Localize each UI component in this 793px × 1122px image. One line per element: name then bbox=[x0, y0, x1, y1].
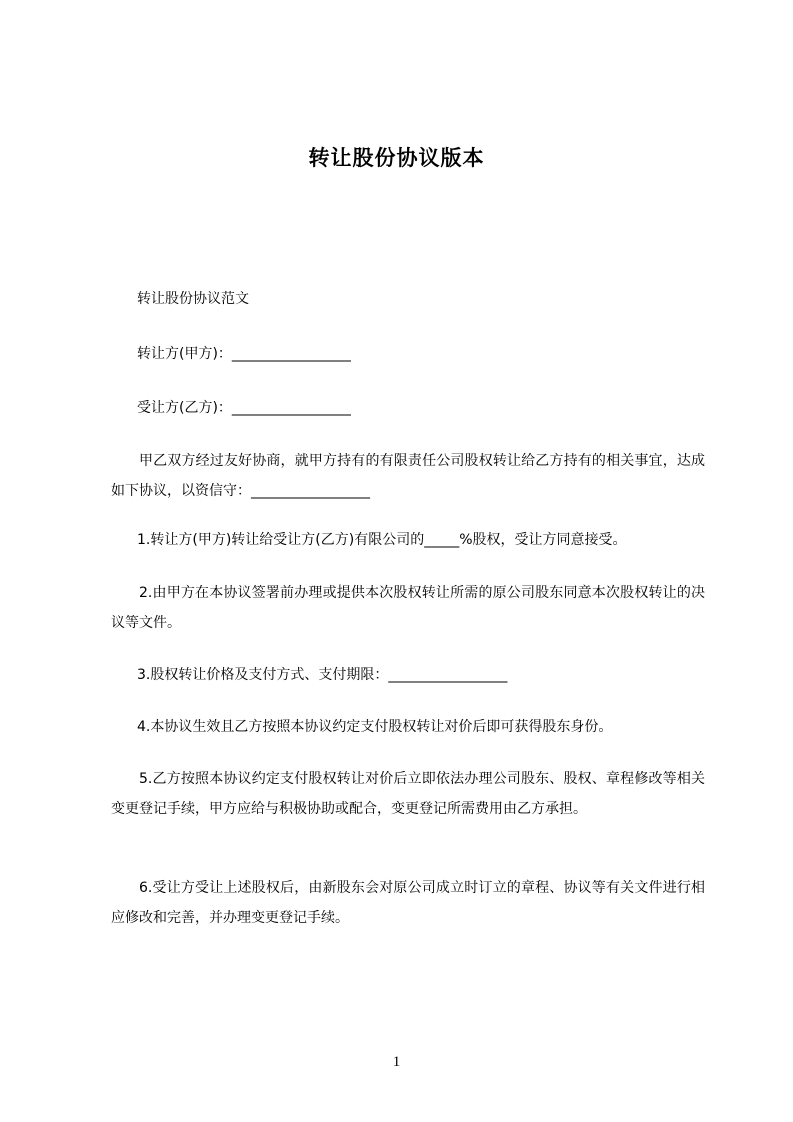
document-title: 转让股份协议版本 bbox=[308, 146, 485, 170]
party-a-line: 转让方(甲方)：_________________ bbox=[137, 346, 351, 362]
page-number: 1 bbox=[392, 1054, 401, 1070]
clause-1: 1.转让方(甲方)转让给受让方(乙方)有限公司的_____%股权，受让方同意接受。 bbox=[137, 532, 627, 548]
document-subtitle: 转让股份协议范文 bbox=[137, 291, 249, 307]
intro-paragraph: 甲乙双方经过友好协商，就甲方持有的有限责任公司股权转让给乙方持有的相关事宜，达成如下协议，以资信守：_________________ bbox=[111, 453, 705, 499]
clause-2: 2.由甲方在本协议签署前办理或提供本次股权转让所需的原公司股东同意本次股权转让的决议等文件。 bbox=[111, 585, 705, 631]
clause-4: 4.本协议生效且乙方按照本协议约定支付股权转让对价后即可获得股东身份。 bbox=[137, 719, 613, 735]
clause-6: 6.受让方受让上述股权后，由新股东会对原公司成立时订立的章程、协议等有关文件进行相应修改和完善，并办理变更登记手续。 bbox=[111, 880, 705, 926]
clause-3: 3.股权转让价格及支付方式、支付期限：_________________ bbox=[137, 667, 508, 683]
party-b-line: 受让方(乙方)：_________________ bbox=[137, 400, 351, 416]
clause-5: 5.乙方按照本协议约定支付股权转让对价后立即依法办理公司股东、股权、章程修改等相关变更登记手续，甲方应给与积极协助或配合，变更登记所需费用由乙方承担。 bbox=[111, 771, 705, 817]
